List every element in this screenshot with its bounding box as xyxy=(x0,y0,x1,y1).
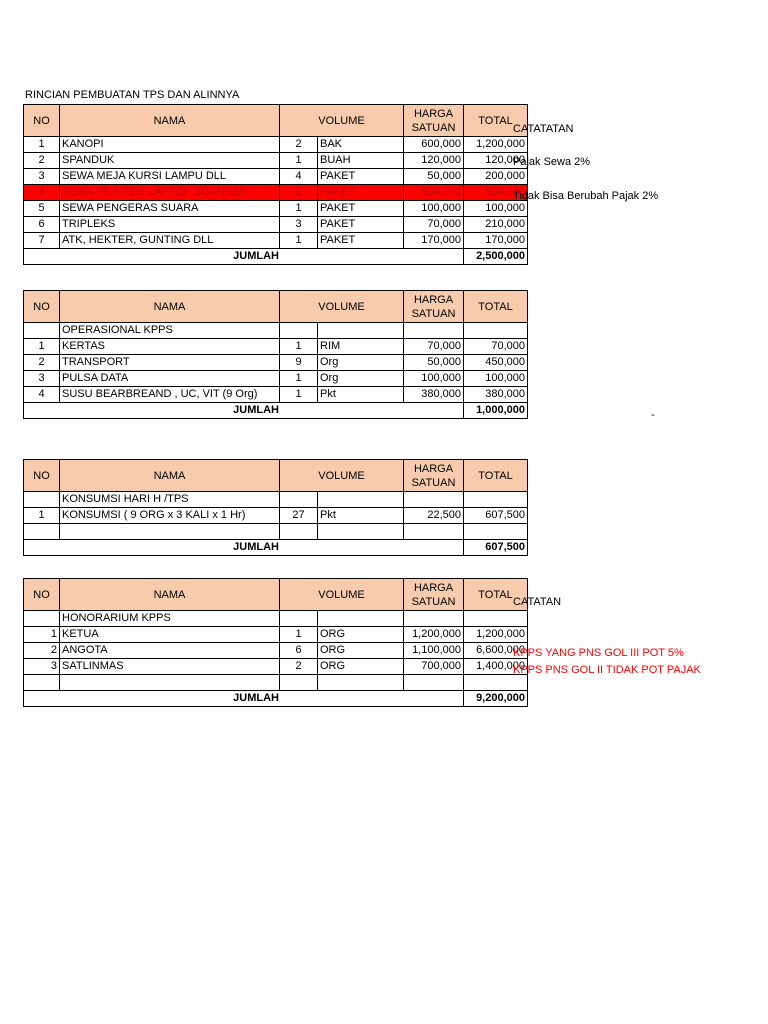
header-total: TOTAL xyxy=(464,105,528,137)
section-harga xyxy=(404,611,464,627)
cell-nama: ANGOTA xyxy=(60,643,280,659)
jumlah-label: JUMLAH xyxy=(24,691,464,707)
table-row xyxy=(24,675,528,691)
table-row xyxy=(24,387,528,403)
cell-qty: 2 xyxy=(280,137,318,153)
cell-harga: 380,000 xyxy=(404,387,464,403)
cell-qty: 1 xyxy=(280,201,318,217)
cell-nama: TRIPLEKS xyxy=(60,217,280,233)
cell-unit: PAKET xyxy=(318,233,404,249)
cell-nama: PULSA DATA xyxy=(60,371,280,387)
cell-harga: 70,000 xyxy=(404,339,464,355)
jumlah-row xyxy=(24,249,528,265)
table-row xyxy=(24,185,528,201)
jumlah-row xyxy=(24,691,528,707)
table-honorarium xyxy=(23,578,528,707)
header-harga: HARGA xyxy=(413,462,454,475)
cell-no: 5 xyxy=(24,201,60,217)
cell-harga: 100,000 xyxy=(404,371,464,387)
section-total xyxy=(464,492,528,508)
cell-harga: 700,000 xyxy=(404,659,464,675)
cell-no: 2 xyxy=(24,643,60,659)
section-title: HONORARIUM KPPS xyxy=(60,611,280,627)
section-no xyxy=(24,492,60,508)
cell-nama: KONSUMSI ( 9 ORG x 3 KALI x 1 Hr) xyxy=(60,508,280,524)
table-row xyxy=(24,169,528,185)
table-row xyxy=(24,524,528,540)
cell-no: 3 xyxy=(24,169,60,185)
header-volume: VOLUME xyxy=(280,460,404,492)
header-harga-satuan xyxy=(404,291,464,323)
cell-harga: 22,500 xyxy=(404,508,464,524)
cell-total: 1,400,000 xyxy=(464,659,528,675)
table-operasional xyxy=(23,290,528,419)
jumlah-total: 9,200,000 xyxy=(464,691,528,707)
cell-no: 2 xyxy=(24,355,60,371)
section-no xyxy=(24,323,60,339)
header-volume: VOLUME xyxy=(280,291,404,323)
jumlah-total: 2,500,000 xyxy=(464,249,528,265)
section-title: OPERASIONAL KPPS xyxy=(60,323,280,339)
cell-qty: 2 xyxy=(280,659,318,675)
cell-qty: 1 xyxy=(280,233,318,249)
header-no: NO xyxy=(24,105,60,137)
cell-unit: PAKET xyxy=(318,201,404,217)
cell-total: 6,600,000 xyxy=(464,643,528,659)
header-satuan: SATUAN xyxy=(411,121,456,134)
jumlah-label: JUMLAH xyxy=(24,403,464,419)
cell-unit: PAKET xyxy=(318,169,404,185)
cell-unit: BAK xyxy=(318,137,404,153)
cell-unit xyxy=(318,524,404,540)
cell-nama: TRANSPORT xyxy=(60,355,280,371)
cell-harga xyxy=(404,675,464,691)
cell-no: 4 xyxy=(24,185,60,201)
cell-total xyxy=(464,524,528,540)
header-total: TOTAL xyxy=(464,460,528,492)
cell-harga: 500,000 xyxy=(404,185,464,201)
header-row xyxy=(24,460,528,492)
note-dash: - xyxy=(651,409,655,421)
cell-qty: 1 xyxy=(280,153,318,169)
cell-total: 210,000 xyxy=(464,217,528,233)
cell-no: 1 xyxy=(24,508,60,524)
cell-nama: KETUA xyxy=(60,627,280,643)
cell-qty: 4 xyxy=(280,169,318,185)
cell-unit: ORG xyxy=(318,659,404,675)
note-pajak-sewa: Pajak Sewa 2% xyxy=(513,156,591,168)
header-satuan: SATUAN xyxy=(411,476,456,489)
section-unit xyxy=(318,323,404,339)
cell-unit: ORG xyxy=(318,643,404,659)
jumlah-label: JUMLAH xyxy=(24,249,464,265)
section-no xyxy=(24,611,60,627)
header-harga: HARGA xyxy=(413,293,454,306)
cell-nama xyxy=(60,524,280,540)
table-row xyxy=(24,371,528,387)
cell-total: 70,000 xyxy=(464,339,528,355)
cell-harga: 600,000 xyxy=(404,137,464,153)
header-total: TOTAL xyxy=(464,291,528,323)
cell-total: 380,000 xyxy=(464,387,528,403)
note-kpps-gol2: KPPS PNS GOL II TIDAK POT PAJAK xyxy=(513,664,701,676)
cell-qty: 27 xyxy=(280,508,318,524)
table-konsumsi xyxy=(23,459,528,556)
cell-harga: 50,000 xyxy=(404,169,464,185)
header-nama: NAMA xyxy=(60,291,280,323)
cell-nama: SUSU BEARBREAND , UC, VIT (9 Org) xyxy=(60,387,280,403)
header-row xyxy=(24,105,528,137)
cell-nama xyxy=(60,675,280,691)
cell-harga: 50,000 xyxy=(404,355,464,371)
jumlah-label: JUMLAH xyxy=(24,540,464,556)
table-row xyxy=(24,233,528,249)
cell-nama: KANOPI xyxy=(60,137,280,153)
section-unit xyxy=(318,492,404,508)
header-total: TOTAL xyxy=(464,579,528,611)
cell-harga xyxy=(404,524,464,540)
header-harga: HARGA xyxy=(413,581,454,594)
cell-nama: SEWA MEJA KURSI LAMPU DLL xyxy=(60,169,280,185)
note-kpps-pns: KPPS YANG PNS GOL III POT 5% xyxy=(513,647,684,659)
cell-no: 1 xyxy=(24,627,60,643)
cell-unit: Org xyxy=(318,355,404,371)
header-harga: HARGA xyxy=(413,107,454,120)
cell-total: 500,000 xyxy=(464,185,528,201)
cell-no xyxy=(24,675,60,691)
page-title: RINCIAN PEMBUATAN TPS DAN ALINNYA xyxy=(25,89,240,101)
cell-no: 7 xyxy=(24,233,60,249)
table-row xyxy=(24,355,528,371)
cell-no xyxy=(24,524,60,540)
cell-nama: SEWA PENGERAS SUARA xyxy=(60,201,280,217)
cell-nama: KERTAS xyxy=(60,339,280,355)
cell-no: 4 xyxy=(24,387,60,403)
table-row xyxy=(24,508,528,524)
header-no: NO xyxy=(24,460,60,492)
header-harga-satuan xyxy=(404,579,464,611)
jumlah-total: 1,000,000 xyxy=(464,403,528,419)
cell-total: 200,000 xyxy=(464,169,528,185)
cell-unit: Pkt xyxy=(318,508,404,524)
cell-harga: 100,000 xyxy=(404,201,464,217)
header-no: NO xyxy=(24,291,60,323)
cell-harga: 1,100,000 xyxy=(404,643,464,659)
section-harga xyxy=(404,323,464,339)
cell-nama: SATLINMAS xyxy=(60,659,280,675)
cell-harga: 70,000 xyxy=(404,217,464,233)
section-qty xyxy=(280,492,318,508)
cell-unit: RIM xyxy=(318,339,404,355)
header-volume: VOLUME xyxy=(280,579,404,611)
header-volume: VOLUME xyxy=(280,105,404,137)
section-total xyxy=(464,611,528,627)
header-nama: NAMA xyxy=(60,105,280,137)
cell-qty xyxy=(280,524,318,540)
cell-total: 450,000 xyxy=(464,355,528,371)
table-row xyxy=(24,627,528,643)
section-row xyxy=(24,492,528,508)
cell-unit: BUAH xyxy=(318,153,404,169)
header-harga-satuan xyxy=(404,105,464,137)
jumlah-row xyxy=(24,403,528,419)
section-row xyxy=(24,323,528,339)
note-catatan-1: CATATATAN xyxy=(513,123,574,135)
jumlah-row xyxy=(24,540,528,556)
cell-qty: 1 xyxy=(280,185,318,201)
cell-no: 1 xyxy=(24,137,60,153)
cell-unit: Pkt xyxy=(318,387,404,403)
jumlah-total: 607,500 xyxy=(464,540,528,556)
note-tidak-bisa: Tidak Bisa Berubah Pajak 2% xyxy=(513,190,659,202)
section-total xyxy=(464,323,528,339)
cell-unit xyxy=(318,675,404,691)
cell-no: 1 xyxy=(24,339,60,355)
table-row xyxy=(24,137,528,153)
cell-qty xyxy=(280,675,318,691)
table-row xyxy=(24,339,528,355)
header-harga-satuan xyxy=(404,460,464,492)
note-catatan-2: CATATAN xyxy=(513,596,562,608)
cell-total: 100,000 xyxy=(464,371,528,387)
cell-no: 3 xyxy=(24,659,60,675)
cell-no: 3 xyxy=(24,371,60,387)
cell-harga: 1,200,000 xyxy=(404,627,464,643)
cell-qty: 3 xyxy=(280,217,318,233)
cell-qty: 6 xyxy=(280,643,318,659)
cell-qty: 1 xyxy=(280,371,318,387)
cell-qty: 1 xyxy=(280,339,318,355)
header-nama: NAMA xyxy=(60,460,280,492)
table-row xyxy=(24,643,528,659)
cell-total: 100,000 xyxy=(464,201,528,217)
cell-unit: ORG xyxy=(318,627,404,643)
header-row xyxy=(24,579,528,611)
cell-nama: SEWA PRINTER LAPTOP SCANNER xyxy=(60,185,280,201)
cell-total: 1,200,000 xyxy=(464,627,528,643)
section-title: KONSUMSI HARI H /TPS xyxy=(60,492,280,508)
cell-nama: ATK, HEKTER, GUNTING DLL xyxy=(60,233,280,249)
cell-harga: 170,000 xyxy=(404,233,464,249)
cell-total: 607,500 xyxy=(464,508,528,524)
cell-no: 6 xyxy=(24,217,60,233)
header-satuan: SATUAN xyxy=(411,595,456,608)
cell-qty: 1 xyxy=(280,627,318,643)
cell-qty: 9 xyxy=(280,355,318,371)
header-no: NO xyxy=(24,579,60,611)
cell-unit: PAKET xyxy=(318,217,404,233)
cell-total: 120,000 xyxy=(464,153,528,169)
table-tps xyxy=(23,104,528,265)
cell-unit: PAKET xyxy=(318,185,404,201)
table-row xyxy=(24,659,528,675)
header-satuan: SATUAN xyxy=(411,307,456,320)
cell-total: 170,000 xyxy=(464,233,528,249)
cell-nama: SPANDUK xyxy=(60,153,280,169)
cell-total: 1,200,000 xyxy=(464,137,528,153)
cell-harga: 120,000 xyxy=(404,153,464,169)
section-harga xyxy=(404,492,464,508)
section-unit xyxy=(318,611,404,627)
cell-qty: 1 xyxy=(280,387,318,403)
cell-no: 2 xyxy=(24,153,60,169)
section-qty xyxy=(280,611,318,627)
table-row xyxy=(24,217,528,233)
header-row xyxy=(24,291,528,323)
cell-unit: Org xyxy=(318,371,404,387)
cell-total xyxy=(464,675,528,691)
header-nama: NAMA xyxy=(60,579,280,611)
table-row xyxy=(24,201,528,217)
table-row xyxy=(24,153,528,169)
section-qty xyxy=(280,323,318,339)
section-row xyxy=(24,611,528,627)
